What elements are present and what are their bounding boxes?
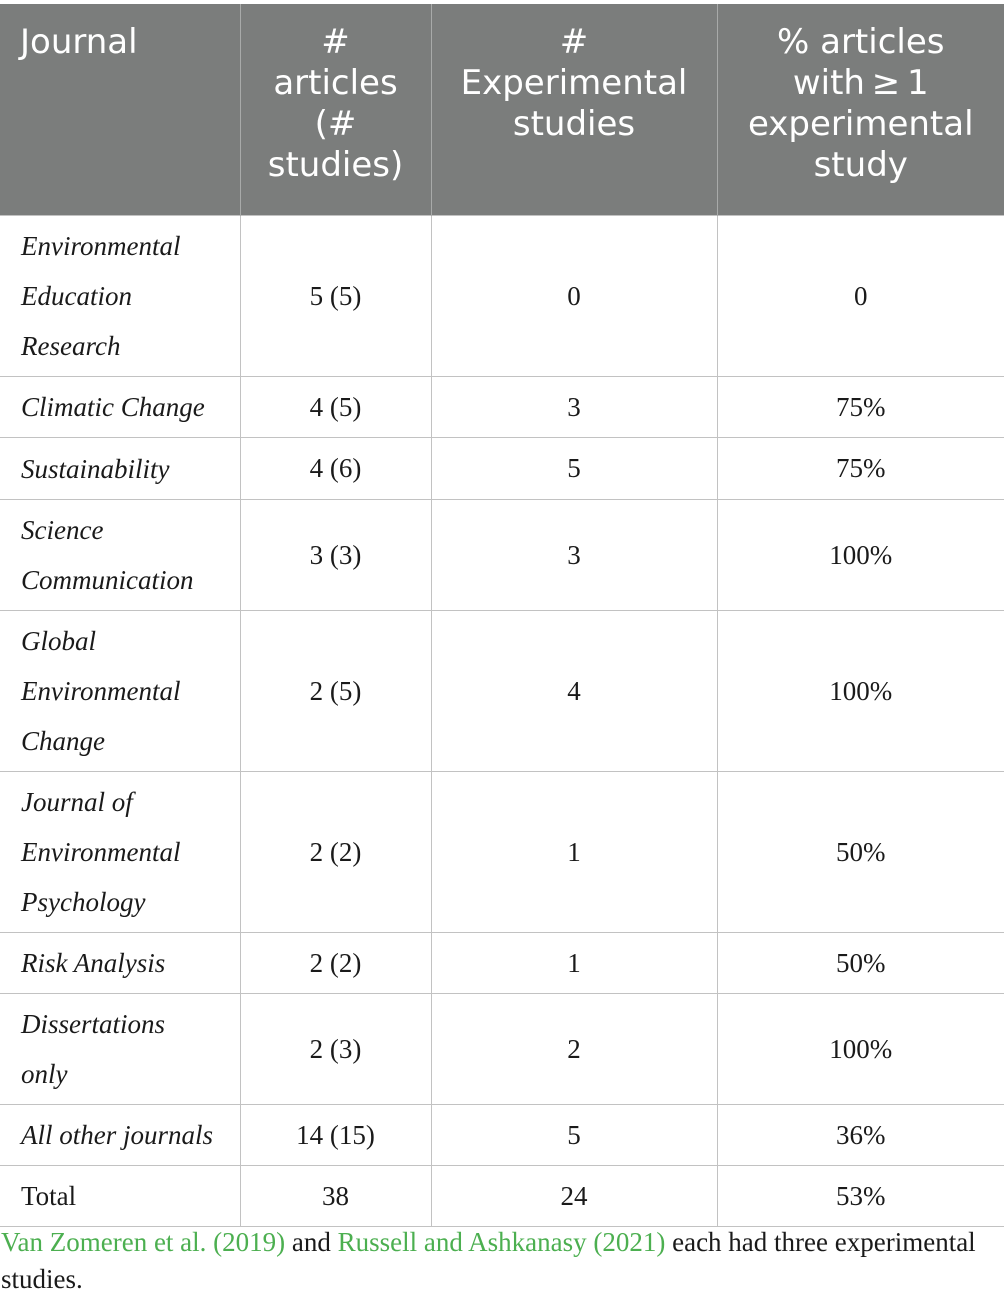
percent-value: 100% <box>717 611 1004 772</box>
table-row <box>0 216 1004 377</box>
total-row <box>0 1166 1004 1227</box>
journal-name: All other journals <box>0 1105 240 1166</box>
percent-value: 75% <box>717 377 1004 438</box>
percent-value: 75% <box>717 438 1004 500</box>
articles-count: 5 (5) <box>240 216 431 377</box>
experimental-count: 1 <box>431 772 717 933</box>
header-experimental: # Experimental studies <box>431 4 717 216</box>
journal-name: Journal of Environmental Psychology <box>0 772 240 933</box>
table-row <box>0 611 1004 772</box>
articles-count: 2 (2) <box>240 933 431 994</box>
journal-name: Global Environmental Change <box>0 611 240 772</box>
articles-count: 14 (15) <box>240 1105 431 1166</box>
header-journal: Journal <box>0 4 240 216</box>
articles-count: 2 (3) <box>240 994 431 1105</box>
experimental-count: 5 <box>431 438 717 500</box>
table-row <box>0 438 1004 500</box>
journal-name: Risk Analysis <box>0 933 240 994</box>
experimental-count: 0 <box>431 216 717 377</box>
percent-value: 100% <box>717 500 1004 611</box>
journal-name: Environmental Education Research <box>0 216 240 377</box>
experimental-count: 2 <box>431 994 717 1105</box>
experimental-count: 1 <box>431 933 717 994</box>
reference-link-van-zomeren[interactable]: Van Zomeren et al. (2019) <box>1 1227 286 1257</box>
percent-value: 50% <box>717 933 1004 994</box>
journal-table <box>0 4 1004 1227</box>
total-experimental: 24 <box>431 1166 717 1227</box>
journal-name: Climatic Change <box>0 377 240 438</box>
experimental-count: 4 <box>431 611 717 772</box>
table-row <box>0 994 1004 1105</box>
footnote-text: each had three experimental studies. <box>1 1227 976 1294</box>
table-footnote <box>1 1224 1001 1298</box>
table-row <box>0 772 1004 933</box>
total-articles: 38 <box>240 1166 431 1227</box>
experimental-count: 3 <box>431 500 717 611</box>
reference-link-russell[interactable]: Russell and Ashkanasy (2021) <box>337 1227 666 1257</box>
footnote-text: and <box>285 1227 338 1257</box>
table-row <box>0 500 1004 611</box>
journal-name: Dissertations only <box>0 994 240 1105</box>
percent-value: 50% <box>717 772 1004 933</box>
table-row <box>0 1105 1004 1166</box>
articles-count: 2 (5) <box>240 611 431 772</box>
articles-count: 2 (2) <box>240 772 431 933</box>
header-articles: # articles (# studies) <box>240 4 431 216</box>
percent-value: 36% <box>717 1105 1004 1166</box>
experimental-count: 5 <box>431 1105 717 1166</box>
journal-name: Sustainability <box>0 438 240 500</box>
percent-value: 100% <box>717 994 1004 1105</box>
experimental-count: 3 <box>431 377 717 438</box>
header-percent: % articles with ≥ 1 experimental study <box>717 4 1004 216</box>
articles-count: 4 (5) <box>240 377 431 438</box>
percent-value: 0 <box>717 216 1004 377</box>
articles-count: 3 (3) <box>240 500 431 611</box>
header-row <box>0 4 1004 216</box>
table-row <box>0 377 1004 438</box>
journal-name: Science Communication <box>0 500 240 611</box>
total-percent: 53% <box>717 1166 1004 1227</box>
articles-count: 4 (6) <box>240 438 431 500</box>
total-label: Total <box>0 1166 240 1227</box>
table-row <box>0 933 1004 994</box>
